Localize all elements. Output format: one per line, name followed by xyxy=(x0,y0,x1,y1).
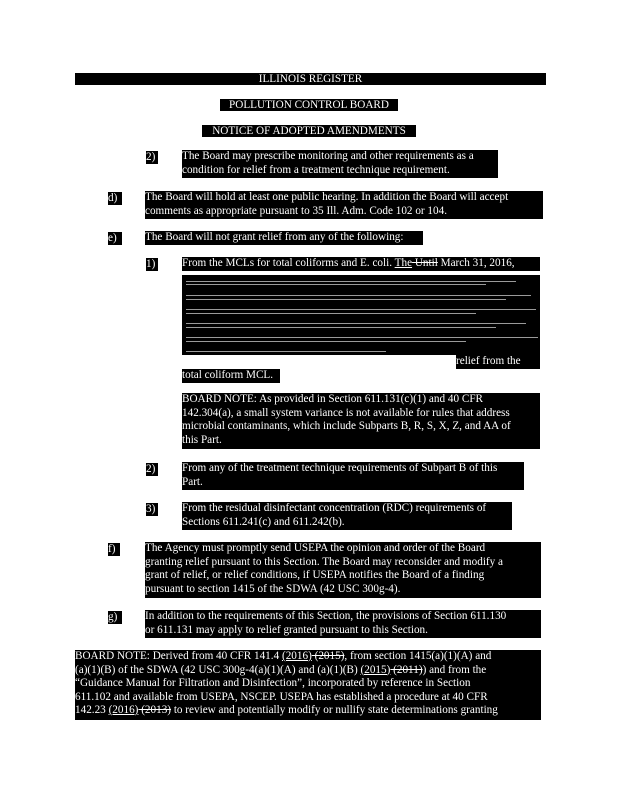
item-e1-inserted-text: The xyxy=(394,257,413,269)
board-title: POLLUTION CONTROL BOARD xyxy=(229,99,389,111)
item-e1-deleted-text: Until xyxy=(412,257,438,269)
board-note-2-deleted-year-1: (2015) xyxy=(311,650,345,662)
item-e-number: e) xyxy=(108,232,122,245)
item-f-line-2: granting relief pursuant to this Section. The Board may reconsider and modify a xyxy=(145,555,504,568)
item-2a-line-1: The Board may prescribe monitoring and other requirements as a xyxy=(182,150,474,162)
item-f-text xyxy=(145,542,541,598)
item-e2-line-2: Part. xyxy=(182,475,203,488)
notice-title: NOTICE OF ADOPTED AMENDMENTS xyxy=(212,125,406,137)
item-e3-line-2: Sections 611.241(c) and 611.242(b). xyxy=(182,515,345,528)
board-note-2-deleted-year-2: (2011) xyxy=(390,663,423,676)
board-note-2-inserted-year-2: (2015) xyxy=(360,663,391,676)
item-e1-line-end-2: total coliform MCL. xyxy=(182,369,280,383)
item-d-line-2: comments as appropriate pursuant to 35 Ill. Adm. Code 102 or 104. xyxy=(145,204,448,217)
item-f-line-3: grant of relief, or relief conditions, if USEPA notifies the Board of a finding xyxy=(145,569,485,581)
item-f-number: f) xyxy=(108,543,120,556)
item-e2-text xyxy=(182,462,524,490)
board-note-1-line-1: BOARD NOTE: As provided in Section 611.131(c)(1) and 40 CFR xyxy=(182,393,484,405)
illegible-struck-text-block xyxy=(182,275,540,355)
item-g-number: g) xyxy=(108,611,122,624)
notice-title-bar xyxy=(202,125,416,137)
item-g-line-1: In addition to the requirements of this Section, the provisions of Section 611.130 xyxy=(145,610,507,622)
item-e-text-bar xyxy=(145,231,423,245)
board-title-bar xyxy=(220,99,398,111)
board-note-1-line-2: 142.304(a), a small system variance is not available for rules that address xyxy=(182,406,510,419)
item-e3-text xyxy=(182,502,512,530)
item-e1-line-1-post: March 31, 2016, xyxy=(437,257,515,269)
board-note-1-line-4: this Part. xyxy=(182,433,222,446)
board-note-2-deleted-year-3: (2013) xyxy=(138,704,172,716)
item-e3-line-1: From the residual disinfectant concentration (RDC) requirements of xyxy=(182,502,487,514)
register-title-bar xyxy=(75,73,546,85)
item-f-line-1: The Agency must promptly send USEPA the opinion and order of the Board xyxy=(145,542,486,554)
item-e1-number: 1) xyxy=(146,258,158,271)
item-e1-line-end-1: relief from the xyxy=(456,355,540,369)
item-d-line-1: The Board will hold at least one public hearing. In addition the Board will accept xyxy=(145,191,509,203)
item-g-text xyxy=(145,610,541,638)
item-e-text: The Board will not grant relief from any of the following: xyxy=(145,231,404,243)
register-title: ILLINOIS REGISTER xyxy=(258,73,363,85)
item-e1-line-1-pre: From the MCLs for total coliforms and E. coli. xyxy=(182,257,395,269)
item-2a-text xyxy=(182,150,498,178)
board-note-2-line-4: 611.102 and available from USEPA, NSCEP. USEPA has established a procedure at 40 CFR xyxy=(75,690,488,703)
item-2a-line-2: condition for relief from a treatment technique requirement. xyxy=(182,163,450,176)
board-note-2-line-1: BOARD NOTE: Derived from 40 CFR 141.4 (2016) (2015), from section 1415(a)(1)(A) and xyxy=(75,650,492,662)
board-note-2-line-2: (a)(1)(B) of the SDWA (42 USC 300g-4(a)(1)(A) and (a)(1)(B) (2015) (2011)) and from the xyxy=(75,663,487,676)
item-e3-number: 3) xyxy=(146,503,158,516)
item-e1-line-1 xyxy=(182,257,540,271)
item-g-line-2: or 611.131 may apply to relief granted pursuant to this Section. xyxy=(145,623,428,636)
board-note-1 xyxy=(182,393,540,449)
board-note-2-line-5: 142.23 (2016) (2013) to review and potentially modify or nullify state determinations granting xyxy=(75,704,498,716)
board-note-1-line-3: microbial contaminants, which include Subparts B, R, S, X, Z, and AA of xyxy=(182,420,511,432)
item-e2-number: 2) xyxy=(146,463,158,476)
item-2a-number: 2) xyxy=(146,151,158,164)
item-d-text xyxy=(145,191,543,219)
board-note-2-line-3: “Guidance Manual for Filtration and Disinfection”, incorporated by reference in Section xyxy=(75,677,471,689)
board-note-2 xyxy=(75,650,541,720)
item-e2-line-1: From any of the treatment technique requirements of Subpart B of this xyxy=(182,462,498,474)
board-note-2-inserted-year-1: (2016) xyxy=(281,650,312,662)
board-note-2-inserted-year-3: (2016) xyxy=(108,704,139,716)
item-f-line-4: pursuant to section 1415 of the SDWA (42 USC 300g-4). xyxy=(145,582,401,595)
item-d-number: d) xyxy=(108,192,122,205)
